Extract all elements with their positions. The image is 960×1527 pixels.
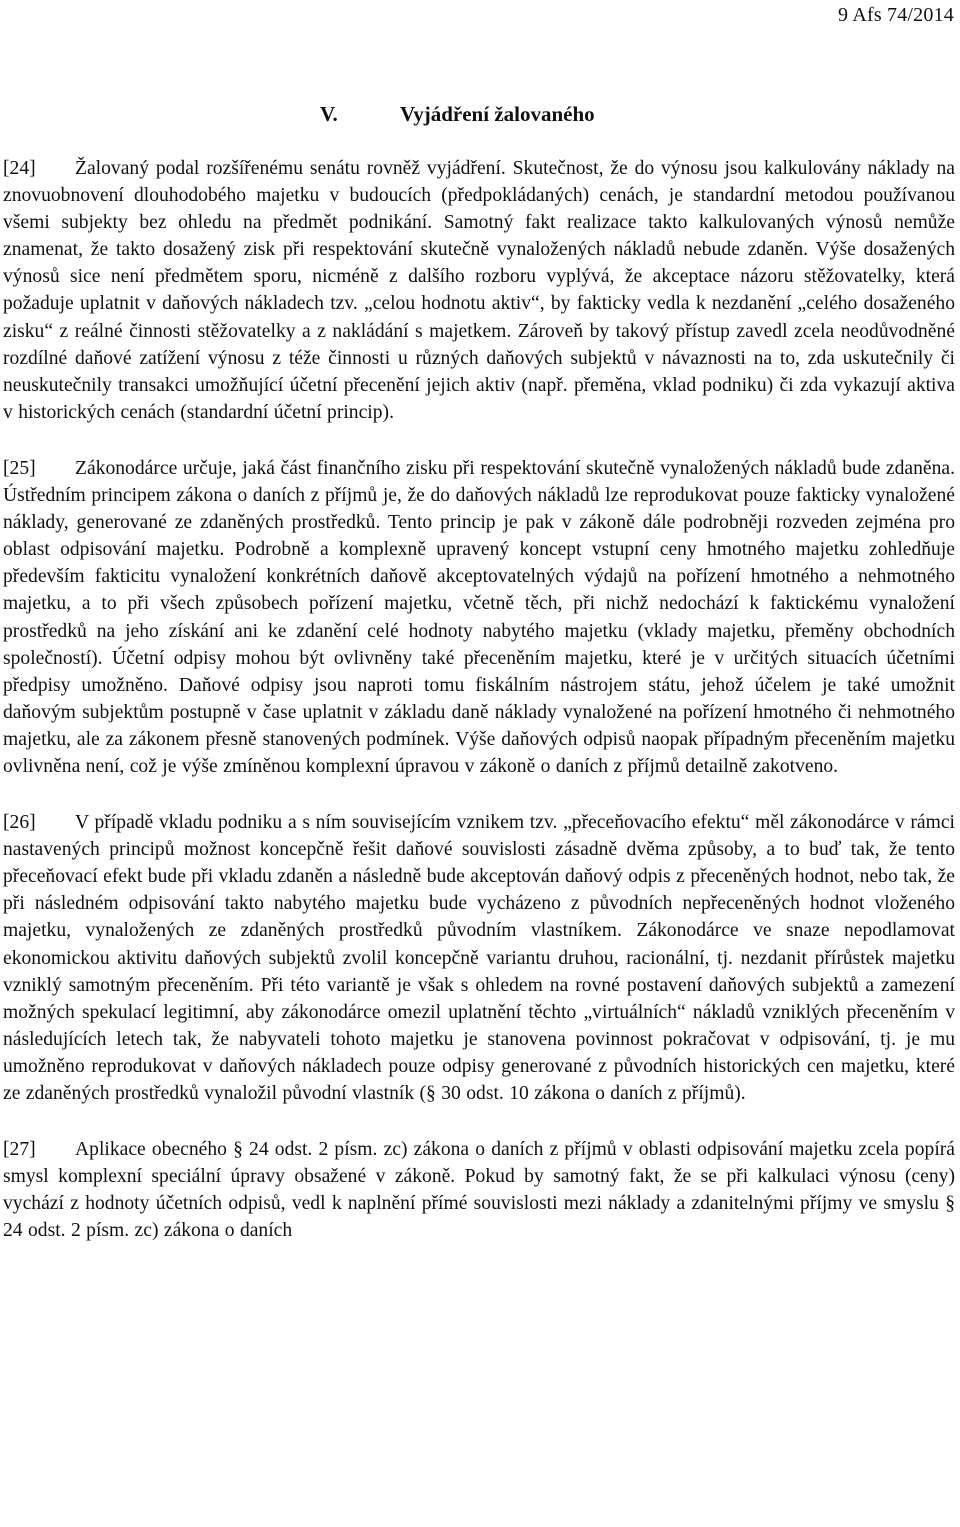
- paragraph-27: [3, 1136, 955, 1244]
- document-body: [3, 155, 955, 1273]
- paragraph-text: Zákonodárce určuje, jaká část finančního zisku při respektování skutečně vynaložených nákladů bude zdaněna. Ústředním principem zákona o daních z příjmů je, že do daňových nákladů lze reprodukovat pouze fakticky vynaložené náklady, generované ze zdaněných prostředků. Tento princip je pak v zákoně dále podrobněji rozveden zejména pro oblast odpisování majetku. Podrobně a komplexně upravený koncept vstupní ceny hmotného majetku zohledňuje především fakticitu vynaložení konkrétních daňově akceptovatelných výdajů na pořízení hmotného a nehmotného majetku, a to při všech způsobech pořízení majetku, včetně těch, při nichž nedochází k faktickému vynaložení prostředků na jeho získání ani ke zdanění celé hodnoty nabytého majetku (vklady majetku, přeměny obchodních společností). Účetní odpisy mohou být ovlivněny také přeceněním majetku, které je v určitých situacích účetními předpisy umožněno. Daňové odpisy jsou naproti tomu fiskálním nástrojem státu, jehož účelem je také umožnit daňovým subjektům postupně v čase uplatnit v základu daně náklady vynaložené na pořízení hmotného či nehmotného majetku, ale za zákonem přesně stanovených podmínek. Výše daňových odpisů naopak případným přeceněním majetku ovlivněna není, což je výše zmíněnou komplexní úpravou v zákoně o daních z příjmů detailně zakotveno.: [3, 457, 955, 777]
- section-number: V.: [320, 102, 338, 126]
- section-heading: [320, 100, 595, 128]
- paragraph-number: [26]: [3, 812, 36, 834]
- paragraph-24: [3, 155, 955, 426]
- paragraph-26: [3, 809, 955, 1107]
- paragraph-text: Žalovaný podal rozšířenému senátu rovněž vyjádření. Skutečnost, že do výnosu jsou kalkulovány náklady na znovuobnovení dlouhodobého majetku v budoucích (předpokládaných) cenách, je standardní metodou používanou všemi subjekty bez ohledu na předmět podnikání. Samotný fakt realizace takto kalkulovaných výnosů nemůže znamenat, že takto dosažený zisk při respektování skutečně vynaložených nákladů nebude zdaněn. Výše dosažených výnosů sice není předmětem sporu, nicméně z dalšího rozboru vyplývá, že akceptace názoru stěžovatelky, která požaduje uplatnit v daňových nákladech tzv. „celou hodnotu aktiv“, by fakticky vedla k nezdanění „celého dosaženého zisku“ z reálné činnosti stěžovatelky a z nakládání s majetkem. Zároveň by takový přístup zavedl zcela neodůvodněné rozdílné daňové zatížení výnosu z téže činnosti u různých daňových subjektů v návaznosti na to, zda uskutečnily či neuskutečnily transakci umožňující účetní přecenění jejich aktiv (např. přeměna, vklad podniku) či zda vykazují aktiva v historických cenách (standardní účetní princip).: [3, 158, 955, 423]
- paragraph-number: [24]: [3, 158, 36, 179]
- case-number: 9 Afs 74/2014: [838, 4, 954, 26]
- paragraph-text: Aplikace obecného § 24 odst. 2 písm. zc) zákona o daních z příjmů v oblasti odpisování majetku zcela popírá smysl komplexní speciální úpravy obsažené v zákoně. Pokud by samotný fakt, že se při kalkulaci výnosu (ceny) vychází z hodnoty účetních odpisů, vedl k naplnění přímé souvislosti mezi náklady a zdanitelnými příjmy ve smyslu § 24 odst. 2 písm. zc) zákona o daních: [3, 1139, 955, 1242]
- paragraph-number: [27]: [3, 1139, 36, 1161]
- section-title: Vyjádření žalovaného: [400, 102, 595, 126]
- paragraph-number: [25]: [3, 457, 36, 479]
- paragraph-text: V případě vkladu podniku a s ním souvisejícím vznikem tzv. „přeceňovacího efektu“ měl zákonodárce v rámci nastavených principů možnost koncepčně řešit daňové souvislosti zásadně dvěma způsoby, a to buď tak, že tento přeceňovací efekt bude při vkladu zdaněn a následně bude akceptován daňový odpis z přeceněných hodnot, nebo tak, že při následném odpisování takto nabytého majetku bude vycházeno z původních nepřeceněných hodnot vloženého majetku, vynaložených ze zdaněných prostředků původním vlastníkem. Zákonodárce ve snaze nepodlamovat ekonomickou aktivitu daňových subjektů zvolil koncepčně variantu druhou, racionální, tj. nezdanit přírůstek majetku vzniklý samotným přeceněním. Při této variantě je však s ohledem na rovné postavení daňových subjektů a zamezení možných spekulací legitimní, aby zákonodárce omezil uplatnění těchto „virtuálních“ nákladů vzniklých přeceněním v následujících letech tak, že nabyvateli tohoto majetku je stanovena povinnost pokračovat v odpisování, tj. je mu umožněno reprodukovat v daňových nákladech pouze odpisy generované z původních historických cen majetku, které ze zdaněných prostředků vynaložil původní vlastník (§ 30 odst. 10 zákona o daních z příjmů).: [3, 812, 955, 1104]
- paragraph-25: [3, 455, 955, 780]
